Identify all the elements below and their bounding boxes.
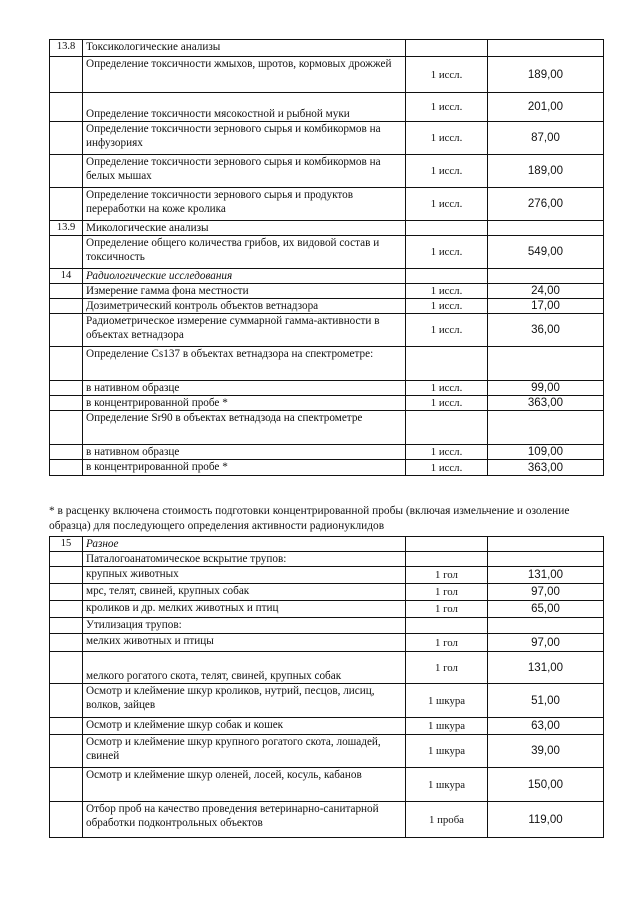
price-value: 363,00 (488, 396, 604, 411)
row-number (50, 460, 83, 476)
price-value: 549,00 (488, 236, 604, 269)
service-name: Определение токсичности жмыхов, шротов, кормовых дрожжей (83, 57, 406, 93)
row-number (50, 381, 83, 396)
price-value: 87,00 (488, 122, 604, 155)
row-number (50, 314, 83, 347)
service-name: Радиометрическое измерение суммарной гамма-активности в объектах ветнадзора (83, 314, 406, 347)
service-name: в концентрированной пробе * (83, 460, 406, 476)
unit-of-measure: 1 иссл. (406, 299, 488, 314)
price-value: 97,00 (488, 584, 604, 601)
price-value (488, 269, 604, 284)
row-number (50, 299, 83, 314)
price-value: 131,00 (488, 567, 604, 584)
price-value: 65,00 (488, 601, 604, 618)
row-number (50, 684, 83, 718)
service-name: Токсикологические анализы (83, 40, 406, 57)
service-name: мрс, телят, свиней, крупных собак (83, 584, 406, 601)
unit-of-measure: 1 иссл. (406, 155, 488, 188)
service-name: Определение токсичности зернового сырья и продуктов переработки на коже кролика (83, 188, 406, 221)
unit-of-measure: 1 шкура (406, 768, 488, 802)
table-row (50, 347, 604, 381)
table-row (50, 236, 604, 269)
unit-of-measure: 1 иссл. (406, 122, 488, 155)
row-number (50, 284, 83, 299)
unit-of-measure (406, 537, 488, 552)
service-name: в нативном образце (83, 381, 406, 396)
table-row (50, 537, 604, 552)
unit-of-measure: 1 иссл. (406, 396, 488, 411)
price-value: 97,00 (488, 634, 604, 652)
unit-of-measure: 1 проба (406, 802, 488, 838)
row-number (50, 396, 83, 411)
service-name: Дозиметрический контроль объектов ветнадзора (83, 299, 406, 314)
price-table-2 (49, 536, 604, 838)
unit-of-measure: 1 гол (406, 601, 488, 618)
table-row (50, 768, 604, 802)
unit-of-measure: 1 гол (406, 584, 488, 601)
table-row (50, 155, 604, 188)
table-row (50, 411, 604, 445)
row-number (50, 802, 83, 838)
price-table-1 (49, 39, 604, 476)
table-row (50, 188, 604, 221)
table-row (50, 93, 604, 122)
row-number (50, 634, 83, 652)
row-number (50, 567, 83, 584)
table-row (50, 381, 604, 396)
row-number (50, 601, 83, 618)
service-name: Определение общего количества грибов, их видовой состав и токсичность (83, 236, 406, 269)
service-name: Паталогоанатомическое вскрытие трупов: (83, 552, 406, 567)
table-row (50, 57, 604, 93)
price-value: 63,00 (488, 718, 604, 735)
price-value: 189,00 (488, 155, 604, 188)
price-value: 131,00 (488, 652, 604, 684)
table-row (50, 652, 604, 684)
service-name: Осмотр и клеймение шкур крупного рогатого скота, лошадей, свиней (83, 735, 406, 768)
table-row (50, 584, 604, 601)
service-name: Определение Sr90 в объектах ветнадзода на спектрометре (83, 411, 406, 445)
price-value: 201,00 (488, 93, 604, 122)
price-value: 36,00 (488, 314, 604, 347)
table-row (50, 396, 604, 411)
row-number (50, 552, 83, 567)
unit-of-measure (406, 552, 488, 567)
unit-of-measure: 1 иссл. (406, 236, 488, 269)
table-row (50, 567, 604, 584)
price-value: 99,00 (488, 381, 604, 396)
service-name: Определение токсичности зернового сырья и комбикормов на белых мышах (83, 155, 406, 188)
unit-of-measure: 1 гол (406, 567, 488, 584)
table-row (50, 735, 604, 768)
price-value: 276,00 (488, 188, 604, 221)
row-number (50, 652, 83, 684)
price-value: 150,00 (488, 768, 604, 802)
price-value (488, 537, 604, 552)
unit-of-measure: 1 гол (406, 634, 488, 652)
service-name: Определение токсичности зернового сырья и комбикормов на инфузориях (83, 122, 406, 155)
service-name: Радиологические исследования (83, 269, 406, 284)
unit-of-measure: 1 иссл. (406, 460, 488, 476)
price-value (488, 552, 604, 567)
service-name: Осмотр и клеймение шкур оленей, лосей, косуль, кабанов (83, 768, 406, 802)
price-value: 17,00 (488, 299, 604, 314)
unit-of-measure: 1 иссл. (406, 381, 488, 396)
table-row (50, 269, 604, 284)
price-value (488, 221, 604, 236)
price-value: 119,00 (488, 802, 604, 838)
price-value (488, 347, 604, 381)
footnote: * в расценку включена стоимость подготовки концентрированной пробы (включая измельчение и озоление образца) для последующего определения активности радионуклидов (49, 505, 570, 532)
table-row (50, 460, 604, 476)
price-value: 39,00 (488, 735, 604, 768)
unit-of-measure: 1 шкура (406, 718, 488, 735)
service-name: мелких животных и птицы (83, 634, 406, 652)
price-value: 109,00 (488, 445, 604, 460)
unit-of-measure (406, 40, 488, 57)
row-number: 13.8 (50, 40, 83, 57)
unit-of-measure: 1 иссл. (406, 93, 488, 122)
price-value: 189,00 (488, 57, 604, 93)
unit-of-measure: 1 шкура (406, 684, 488, 718)
unit-of-measure (406, 221, 488, 236)
price-value (488, 618, 604, 634)
table-row (50, 618, 604, 634)
row-number (50, 155, 83, 188)
table-row (50, 634, 604, 652)
row-number (50, 93, 83, 122)
unit-of-measure: 1 иссл. (406, 57, 488, 93)
row-number (50, 584, 83, 601)
unit-of-measure: 1 шкура (406, 735, 488, 768)
table-row (50, 122, 604, 155)
service-name: Утилизация трупов: (83, 618, 406, 634)
service-name: Осмотр и клеймение шкур собак и кошек (83, 718, 406, 735)
price-value (488, 40, 604, 57)
row-number: 14 (50, 269, 83, 284)
service-name: в нативном образце (83, 445, 406, 460)
price-value: 24,00 (488, 284, 604, 299)
unit-of-measure: 1 иссл. (406, 314, 488, 347)
unit-of-measure: 1 иссл. (406, 445, 488, 460)
row-number (50, 618, 83, 634)
row-number: 15 (50, 537, 83, 552)
table-row (50, 684, 604, 718)
service-name: Измерение гамма фона местности (83, 284, 406, 299)
service-name: мелкого рогатого скота, телят, свиней, крупных собак (83, 652, 406, 684)
table-row (50, 445, 604, 460)
unit-of-measure (406, 269, 488, 284)
table-row (50, 40, 604, 57)
service-name: Разное (83, 537, 406, 552)
service-name: Микологические анализы (83, 221, 406, 236)
row-number (50, 768, 83, 802)
service-name: Определение Cs137 в объектах ветнадзора на спектрометре: (83, 347, 406, 381)
table-row (50, 552, 604, 567)
unit-of-measure (406, 347, 488, 381)
table-row (50, 299, 604, 314)
row-number (50, 718, 83, 735)
table-row (50, 314, 604, 347)
table-row (50, 221, 604, 236)
row-number (50, 347, 83, 381)
table-row (50, 802, 604, 838)
unit-of-measure: 1 иссл. (406, 188, 488, 221)
table-row (50, 601, 604, 618)
row-number (50, 735, 83, 768)
row-number (50, 188, 83, 221)
unit-of-measure: 1 гол (406, 652, 488, 684)
row-number (50, 445, 83, 460)
row-number (50, 411, 83, 445)
unit-of-measure: 1 иссл. (406, 284, 488, 299)
row-number (50, 236, 83, 269)
service-name: крупных животных (83, 567, 406, 584)
table-row (50, 284, 604, 299)
service-name: Осмотр и клеймение шкур кроликов, нутрий, песцов, лисиц, волков, зайцев (83, 684, 406, 718)
row-number (50, 57, 83, 93)
price-value (488, 411, 604, 445)
unit-of-measure (406, 411, 488, 445)
service-name: Отбор проб на качество проведения ветеринарно-санитарной обработки подконтрольных объектов (83, 802, 406, 838)
service-name: Определение токсичности мясокостной и рыбной муки (83, 93, 406, 122)
service-name: в концентрированной пробе * (83, 396, 406, 411)
row-number (50, 122, 83, 155)
row-number: 13.9 (50, 221, 83, 236)
service-name: кроликов и др. мелких животных и птиц (83, 601, 406, 618)
unit-of-measure (406, 618, 488, 634)
price-value: 363,00 (488, 460, 604, 476)
table-row (50, 718, 604, 735)
price-value: 51,00 (488, 684, 604, 718)
